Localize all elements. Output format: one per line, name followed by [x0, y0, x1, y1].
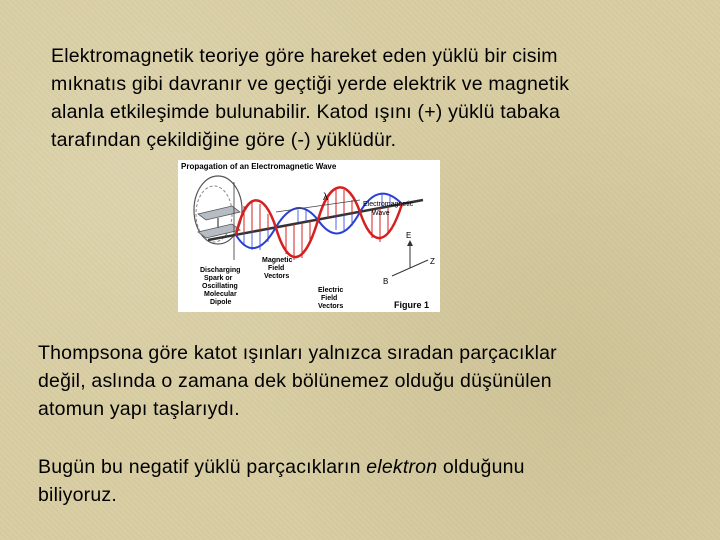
z-axis [410, 260, 428, 268]
b-axis-label: B [383, 277, 389, 286]
e-axis-label: E [406, 231, 412, 240]
text-line: mıknatıs gibi davranır ve geçtiği yerde elektrik ve magnetik [51, 73, 570, 95]
text-line: alanla etkileşimde bulunabilir. Katod ışını (+) yüklü tabaka [51, 101, 560, 123]
paragraph-thompson [38, 339, 698, 423]
em-wave-diagram [178, 160, 440, 312]
em-wave-figure [178, 160, 440, 312]
dipole-label-4: Molecular [204, 291, 237, 298]
magnetic-label-2: Field [268, 265, 285, 272]
dipole-label-1: Discharging [200, 267, 241, 274]
text-line: Thompsona göre katot ışınları yalnızca sıradan parçacıklar [38, 342, 557, 364]
dipole-label-2: Spark or [204, 275, 233, 282]
magnetic-label-1: Magnetic [262, 257, 293, 264]
z-axis-label: Z [430, 257, 435, 266]
text-line: atomun yapı taşlarıydı. [38, 398, 240, 420]
figure-title: Propagation of an Electromagnetic Wave [181, 162, 337, 171]
text-line: Elektromagnetik teoriye göre hareket eden yüklü bir cisim [51, 45, 558, 67]
wave-label-1: Electromagnetic [363, 201, 414, 208]
e-arrowhead [407, 240, 413, 246]
figure-number: Figure 1 [394, 300, 430, 310]
dipole-label-5: Dipole [210, 299, 232, 306]
electron-term: elektron [366, 456, 438, 478]
wave-label-2: Wave [372, 210, 390, 217]
b-axis [392, 268, 410, 276]
lambda-label: λ [323, 192, 328, 203]
electric-label-1: Electric [318, 287, 344, 294]
text-line: tarafından çekildiğine göre (-) yüklüdür. [51, 129, 397, 151]
text-line: biliyoruz. [38, 484, 117, 506]
electric-label-3: Vectors [318, 303, 344, 310]
wavelength-line [276, 200, 360, 212]
paragraph-em-theory [51, 42, 691, 154]
dipole-label-3: Oscillating [202, 283, 238, 290]
text-line [38, 453, 698, 481]
electric-label-2: Field [321, 295, 338, 302]
paragraph-electron [38, 453, 698, 509]
text-after: olduğunu [437, 456, 525, 478]
magnetic-label-3: Vectors [264, 273, 290, 280]
text-line: değil, aslında o zamana dek bölünemez olduğu düşünülen [38, 370, 552, 392]
text-before: Bugün bu negatif yüklü parçacıkların [38, 456, 367, 478]
